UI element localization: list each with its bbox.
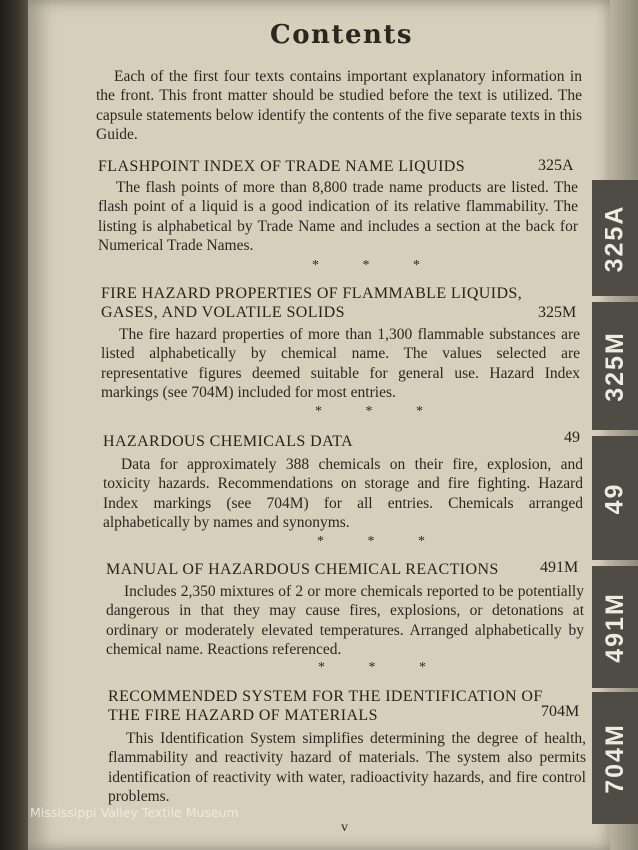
- section-heading-49: HAZARDOUS CHEMICALS DATA: [103, 433, 354, 450]
- section-description-704m: This Identification System simplifies determining the degree of health, flammability and reactivity hazard of materials. The system also permits identification of reactivity with water, radioactivity hazards, and fire control problems.: [108, 730, 586, 805]
- watermark: Mississippi Valley Textile Museum: [30, 805, 239, 820]
- index-tab-325a[interactable]: 325A: [592, 180, 638, 296]
- section-description-325a: The flash points of more than 8,800 trade name products are listed. The flash point of a liquid is a good indication of its relative flammability. The listing is alphabetical by Trade Name and includes a section at the back for Numerical Trade Names.: [98, 179, 578, 254]
- index-tab-49[interactable]: 49: [592, 436, 638, 560]
- section-separator: * * *: [312, 258, 440, 273]
- section-separator: * * *: [317, 534, 445, 549]
- section-heading-325m-line2: GASES, AND VOLATILE SOLIDS: [101, 304, 345, 321]
- section-code-49: 49: [564, 429, 580, 446]
- section-separator: * * *: [315, 404, 443, 419]
- section-heading-491m: MANUAL OF HAZARDOUS CHEMICAL REACTIONS: [106, 561, 499, 578]
- section-description-49: Data for approximately 388 chemicals on their fire, explosion, and toxicity hazards. Recommendations on storage and fire fighting. Hazard Index markings (see 704M) for all entries. Chemicals arranged alphabetically by names and synonyms.: [103, 456, 583, 531]
- section-heading-704m-line2: THE FIRE HAZARD OF MATERIALS: [108, 707, 378, 724]
- page-title: Contents: [270, 20, 414, 50]
- intro-paragraph: Each of the first four texts contains important explanatory information in the front. This front matter should be studied before the text is utilized. The capsule statements below identify the contents of the five separate texts in this Guide.: [96, 68, 582, 143]
- index-tab-325m[interactable]: 325M: [592, 302, 638, 430]
- index-tab-491m[interactable]: 491M: [592, 566, 638, 688]
- page-number: v: [341, 820, 348, 835]
- index-tab-704m[interactable]: 704M: [592, 692, 638, 824]
- section-heading-704m-line1: RECOMMENDED SYSTEM FOR THE IDENTIFICATION OF: [108, 688, 543, 705]
- section-code-704m: 704M: [541, 703, 580, 720]
- section-code-491m: 491M: [540, 559, 579, 576]
- section-heading-325a: FLASHPOINT INDEX OF TRADE NAME LIQUIDS: [98, 158, 466, 175]
- section-code-325m: 325M: [538, 304, 577, 321]
- section-description-325m: The fire hazard properties of more than 1,300 flammable substances are listed alphabetically by chemical name. The values selected are representative figures deemed suitable for general use. Hazard Index markings (see 704M) included for most entries.: [101, 326, 580, 401]
- section-description-491m: Includes 2,350 mixtures of 2 or more chemicals reported to be potentially dangerous in that they may cause fires, explosions, or detonations at ordinary or moderately elevated temperatures. Arranged alphabetically by chemical name. Reactions referenced.: [106, 583, 584, 658]
- section-separator: * * *: [318, 660, 446, 675]
- book-spine: [0, 0, 30, 850]
- section-code-325a: 325A: [538, 157, 574, 174]
- section-heading-325m-line1: FIRE HAZARD PROPERTIES OF FLAMMABLE LIQUIDS,: [101, 285, 523, 302]
